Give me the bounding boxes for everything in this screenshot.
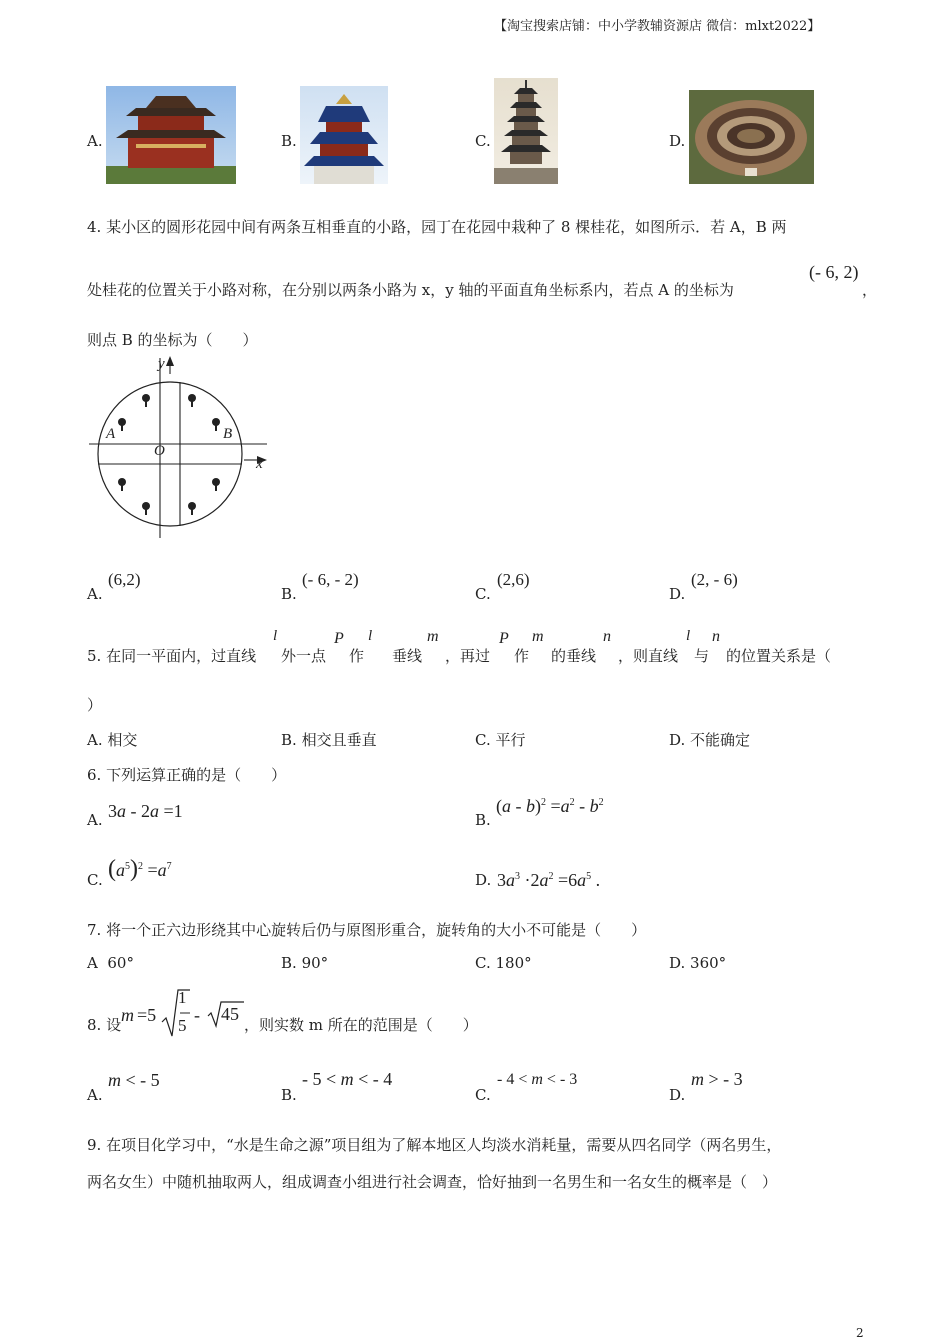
- q3-option-d-image[interactable]: [689, 90, 814, 184]
- page-header: 【淘宝搜索店铺：中小学教辅资源店 微信：mlxt2022】: [494, 19, 821, 34]
- q5-var-m2: m: [532, 628, 544, 645]
- temple-of-heaven-icon: [300, 86, 388, 184]
- q5-text-5: ，再过: [445, 647, 491, 665]
- page-number: 2: [856, 1326, 864, 1340]
- q3-option-a-label[interactable]: A.: [87, 132, 103, 150]
- q7-option-d-text: 360°: [690, 954, 727, 972]
- q6-stem: 6. 下列运算正确的是（ ）: [87, 766, 287, 784]
- q4-option-d-value[interactable]: (2, - 6): [691, 570, 738, 589]
- q5-text-7: 的垂线: [551, 647, 597, 665]
- q4-comma: ，: [862, 281, 878, 299]
- q5-var-n2: n: [712, 628, 720, 645]
- q5-var-l1: l: [273, 628, 278, 644]
- q5-text-8: ，则直线: [618, 647, 679, 665]
- q7-option-c-label: C.: [475, 954, 491, 972]
- q5-option-c[interactable]: [475, 729, 526, 750]
- q7-option-c-text: 180°: [495, 954, 532, 972]
- q7-option-d[interactable]: [669, 954, 726, 972]
- q8-option-c-expr[interactable]: - 4 < m < - 3: [497, 1071, 578, 1088]
- q4-option-a-value[interactable]: (6,2): [108, 570, 141, 589]
- q9-stem-line1: 9. 在项目化学习中，“水是生命之源”项目组为了解本地区人均淡水消耗量，需要从四名同学（两名男生，: [87, 1136, 782, 1154]
- q8-option-b-expr[interactable]: - 5 < m < - 4: [302, 1069, 393, 1089]
- fig-origin-label: O: [154, 443, 165, 459]
- q6-option-a-label[interactable]: A.: [87, 811, 103, 829]
- pagoda-icon: [494, 78, 558, 184]
- q7-option-b-label: B.: [281, 954, 297, 972]
- q4-option-c-value[interactable]: (2,6): [497, 570, 530, 589]
- q8-minus: -: [194, 1005, 200, 1025]
- q5-var-l3: l: [686, 628, 691, 644]
- q3-option-a-image[interactable]: [106, 86, 236, 184]
- q5-text-1: 5. 在同一平面内，过直线: [87, 647, 257, 665]
- q4-option-b-value[interactable]: (- 6, - 2): [302, 570, 359, 589]
- q4-coord-a: (- 6, 2): [809, 262, 859, 282]
- q8-option-d-expr[interactable]: m > - 3: [691, 1069, 743, 1089]
- q5-option-d-text: 不能确定: [690, 731, 751, 749]
- q5-var-n1: n: [603, 628, 611, 645]
- q5-option-a-text: 相交: [107, 731, 138, 749]
- q5-text-9: 与: [694, 647, 710, 665]
- fig-y-label: y: [158, 356, 165, 372]
- q5-option-c-text: 平行: [495, 731, 526, 749]
- q5-text-3: 作: [349, 647, 365, 665]
- q5-option-d-label: D.: [669, 731, 686, 749]
- q8-option-c-label[interactable]: C.: [475, 1086, 491, 1104]
- pavilion-tower-icon: [106, 86, 236, 184]
- q5-option-b[interactable]: [281, 729, 377, 750]
- q7-option-b-text: 90°: [301, 954, 329, 972]
- fig-point-a-label: A: [106, 426, 116, 442]
- q6-option-d-label[interactable]: D.: [475, 871, 492, 889]
- q3-option-c-image[interactable]: [494, 78, 558, 184]
- q8-eq: =5: [137, 1005, 157, 1025]
- q8-fraction-num: 1: [178, 988, 187, 1007]
- round-earth-building-icon: [689, 90, 814, 184]
- q5-var-p1: P: [334, 630, 344, 647]
- q4-figure: [84, 352, 274, 544]
- q5-var-m1: m: [427, 628, 439, 645]
- q7-option-b[interactable]: [281, 954, 328, 972]
- q8-prefix: 8. 设: [87, 1016, 122, 1034]
- q3-option-b-image[interactable]: [300, 86, 388, 184]
- q4-stem-line3: 则点 B 的坐标为（ ）: [87, 331, 258, 349]
- q3-option-c-label[interactable]: C.: [475, 132, 491, 150]
- circular-garden-diagram: [84, 352, 274, 544]
- q5-text-4: 垂线: [392, 647, 423, 665]
- q3-option-b-label[interactable]: B.: [281, 132, 297, 150]
- q8-fraction-den: 5: [178, 1016, 187, 1035]
- q5-var-l2: l: [368, 628, 373, 644]
- q5-text-2: 外一点: [281, 647, 327, 665]
- q6-option-c-label[interactable]: C.: [87, 871, 103, 889]
- q8-suffix: ，则实数 m 所在的范围是（ ）: [244, 1016, 478, 1034]
- q7-option-d-label: D.: [669, 954, 686, 972]
- fig-point-b-label: B: [223, 426, 233, 442]
- q5-text-6: 作: [514, 647, 530, 665]
- q5-option-d[interactable]: [669, 729, 750, 750]
- fig-x-label: x: [256, 456, 263, 472]
- q7-option-c[interactable]: [475, 954, 532, 972]
- q5-option-a-label: A.: [87, 731, 103, 749]
- q7-option-a-text: 60°: [107, 954, 134, 972]
- q5-var-p2: P: [499, 630, 509, 647]
- q3-option-d-label[interactable]: D.: [669, 132, 686, 150]
- q5-option-b-label: B.: [281, 731, 297, 749]
- q4-option-a-label[interactable]: A.: [87, 585, 103, 603]
- q7-option-a[interactable]: [87, 954, 134, 972]
- q7-stem: 7. 将一个正六边形绕其中心旋转后仍与原图形重合，旋转角的大小不可能是（ ）: [87, 921, 647, 939]
- q8-var-m: m: [121, 1005, 134, 1025]
- q5-line2: ）: [87, 696, 103, 714]
- q4-stem-line2: 处桂花的位置关于小路对称，在分别以两条小路为 x，y 轴的平面直角坐标系内，若点 A 的坐标为: [87, 281, 734, 299]
- q8-option-a-expr[interactable]: m < - 5: [108, 1070, 160, 1090]
- q6-option-c-expr[interactable]: $(a^5)^2 =a^7$: [108, 856, 172, 882]
- q6-option-d-expr[interactable]: $3a^3 \cdot 2a^2 =6a^5$ .: [497, 870, 601, 890]
- q6-option-b-expr[interactable]: $(a - b)^2 =a^2 - b^2$: [496, 796, 604, 816]
- q7-option-a-label: A: [87, 954, 98, 972]
- q5-text-10: 的位置关系是（: [726, 647, 832, 665]
- q4-option-d-label[interactable]: D.: [669, 585, 686, 603]
- q4-stem-line1: 4. 某小区的圆形花园中间有两条互相垂直的小路，园丁在花园中栽种了 8 棵桂花，如图所示．若 A，B 两: [87, 218, 787, 236]
- q5-option-a[interactable]: [87, 729, 137, 750]
- q8-option-d-label[interactable]: D.: [669, 1086, 686, 1104]
- q8-option-b-label[interactable]: B.: [281, 1086, 297, 1104]
- q5-option-c-label: C.: [475, 731, 491, 749]
- q6-option-a-expr[interactable]: 3a - 2a =1: [108, 801, 183, 821]
- q9-stem-line2: 两名女生）中随机抽取两人，组成调查小组进行社会调查，恰好抽到一名男生和一名女生的概率是（ ）: [87, 1173, 778, 1191]
- q4-option-c-label[interactable]: C.: [475, 585, 491, 603]
- q5-option-b-text: 相交且垂直: [301, 731, 377, 749]
- q4-option-b-label[interactable]: B.: [281, 585, 297, 603]
- q8-option-a-label[interactable]: A.: [87, 1086, 103, 1104]
- q6-option-b-label[interactable]: B.: [475, 811, 491, 829]
- q8-radicand: 45: [221, 1004, 239, 1024]
